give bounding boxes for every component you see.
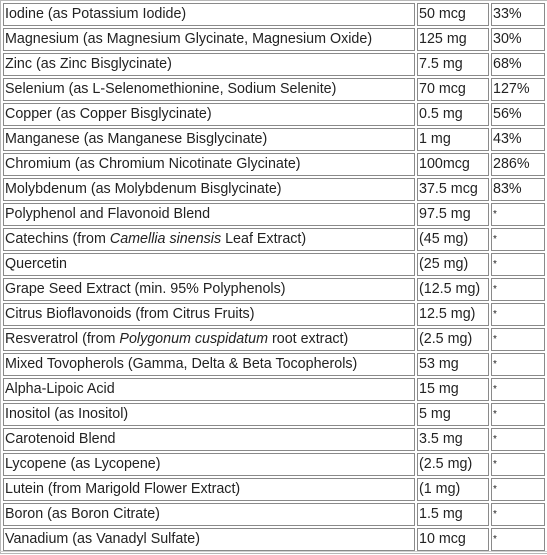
table-row — [3, 103, 545, 126]
table-row — [3, 503, 545, 526]
ingredient-amount: (12.5 mg) — [417, 278, 489, 301]
ingredient-name: Quercetin — [3, 253, 415, 276]
daily-value: 83% — [491, 178, 545, 201]
ingredient-name: Selenium (as L-Selenomethionine, Sodium Selenite) — [3, 78, 415, 101]
table-row — [3, 528, 545, 551]
ingredient-amount: 10 mcg — [417, 528, 489, 551]
table-row — [3, 228, 545, 251]
daily-value: * — [491, 278, 545, 301]
daily-value: * — [491, 228, 545, 251]
daily-value: * — [491, 353, 545, 376]
ingredient-amount: 1 mg — [417, 128, 489, 151]
ingredient-amount: 97.5 mg — [417, 203, 489, 226]
ingredient-name: Alpha-Lipoic Acid — [3, 378, 415, 401]
table-row — [3, 178, 545, 201]
ingredient-name: Magnesium (as Magnesium Glycinate, Magnesium Oxide) — [3, 28, 415, 51]
daily-value: * — [491, 253, 545, 276]
species-name: Polygonum cuspidatum — [119, 331, 269, 347]
ingredient-amount: 125 mg — [417, 28, 489, 51]
table-row — [3, 278, 545, 301]
ingredient-amount: 100mcg — [417, 153, 489, 176]
ingredient-name: Chromium (as Chromium Nicotinate Glycinate) — [3, 153, 415, 176]
ingredient-amount: 53 mg — [417, 353, 489, 376]
daily-value: * — [491, 428, 545, 451]
ingredient-amount: 15 mg — [417, 378, 489, 401]
table-row — [3, 153, 545, 176]
daily-value: 33% — [491, 3, 545, 26]
daily-value: * — [491, 303, 545, 326]
ingredient-amount: 12.5 mg) — [417, 303, 489, 326]
ingredient-amount: (25 mg) — [417, 253, 489, 276]
table-row — [3, 203, 545, 226]
ingredient-name: Vanadium (as Vanadyl Sulfate) — [3, 528, 415, 551]
ingredient-name: Catechins (from Camellia sinensis Leaf Extract) — [3, 228, 415, 251]
ingredient-amount: 7.5 mg — [417, 53, 489, 76]
daily-value: * — [491, 328, 545, 351]
ingredient-amount: 50 mcg — [417, 3, 489, 26]
daily-value: 56% — [491, 103, 545, 126]
ingredient-amount: 3.5 mg — [417, 428, 489, 451]
table-row — [3, 478, 545, 501]
table-row — [3, 378, 545, 401]
ingredient-amount: 70 mcg — [417, 78, 489, 101]
ingredient-name: Citrus Bioflavonoids (from Citrus Fruits) — [3, 303, 415, 326]
daily-value: 127% — [491, 78, 545, 101]
ingredient-name: Lutein (from Marigold Flower Extract) — [3, 478, 415, 501]
daily-value: * — [491, 453, 545, 476]
ingredient-name: Zinc (as Zinc Bisglycinate) — [3, 53, 415, 76]
ingredient-amount: (1 mg) — [417, 478, 489, 501]
ingredient-name: Grape Seed Extract (min. 95% Polyphenols) — [3, 278, 415, 301]
ingredient-name: Molybdenum (as Molybdenum Bisglycinate) — [3, 178, 415, 201]
daily-value: 30% — [491, 28, 545, 51]
ingredient-name: Boron (as Boron Citrate) — [3, 503, 415, 526]
table-row — [3, 253, 545, 276]
table-row — [3, 78, 545, 101]
table-row — [3, 403, 545, 426]
ingredient-amount: (2.5 mg) — [417, 328, 489, 351]
ingredient-amount: 1.5 mg — [417, 503, 489, 526]
ingredient-amount: 5 mg — [417, 403, 489, 426]
ingredient-amount: 37.5 mcg — [417, 178, 489, 201]
species-name: Camellia sinensis — [109, 231, 222, 247]
table-row — [3, 353, 545, 376]
ingredient-amount: (2.5 mg) — [417, 453, 489, 476]
daily-value: 43% — [491, 128, 545, 151]
ingredient-name: Copper (as Copper Bisglycinate) — [3, 103, 415, 126]
table-row — [3, 453, 545, 476]
ingredient-name: Iodine (as Potassium Iodide) — [3, 3, 415, 26]
daily-value: * — [491, 378, 545, 401]
ingredient-amount: 0.5 mg — [417, 103, 489, 126]
ingredient-amount: (45 mg) — [417, 228, 489, 251]
table-row — [3, 303, 545, 326]
daily-value: 286% — [491, 153, 545, 176]
ingredient-name: Polyphenol and Flavonoid Blend — [3, 203, 415, 226]
table-row — [3, 128, 545, 151]
daily-value: * — [491, 478, 545, 501]
ingredient-name: Resveratrol (from Polygonum cuspidatum root extract) — [3, 328, 415, 351]
daily-value: * — [491, 503, 545, 526]
daily-value: * — [491, 528, 545, 551]
table-row — [3, 428, 545, 451]
ingredient-name: Lycopene (as Lycopene) — [3, 453, 415, 476]
ingredient-name: Mixed Tovopherols (Gamma, Delta & Beta Tocopherols) — [3, 353, 415, 376]
ingredient-name: Manganese (as Manganese Bisglycinate) — [3, 128, 415, 151]
ingredient-name: Carotenoid Blend — [3, 428, 415, 451]
table-row — [3, 53, 545, 76]
table-row — [3, 328, 545, 351]
table-row — [3, 28, 545, 51]
daily-value: * — [491, 403, 545, 426]
bottom-divider — [0, 551, 547, 552]
daily-value: 68% — [491, 53, 545, 76]
ingredient-name: Inositol (as Inositol) — [3, 403, 415, 426]
daily-value: * — [491, 203, 545, 226]
table-row — [3, 3, 545, 26]
